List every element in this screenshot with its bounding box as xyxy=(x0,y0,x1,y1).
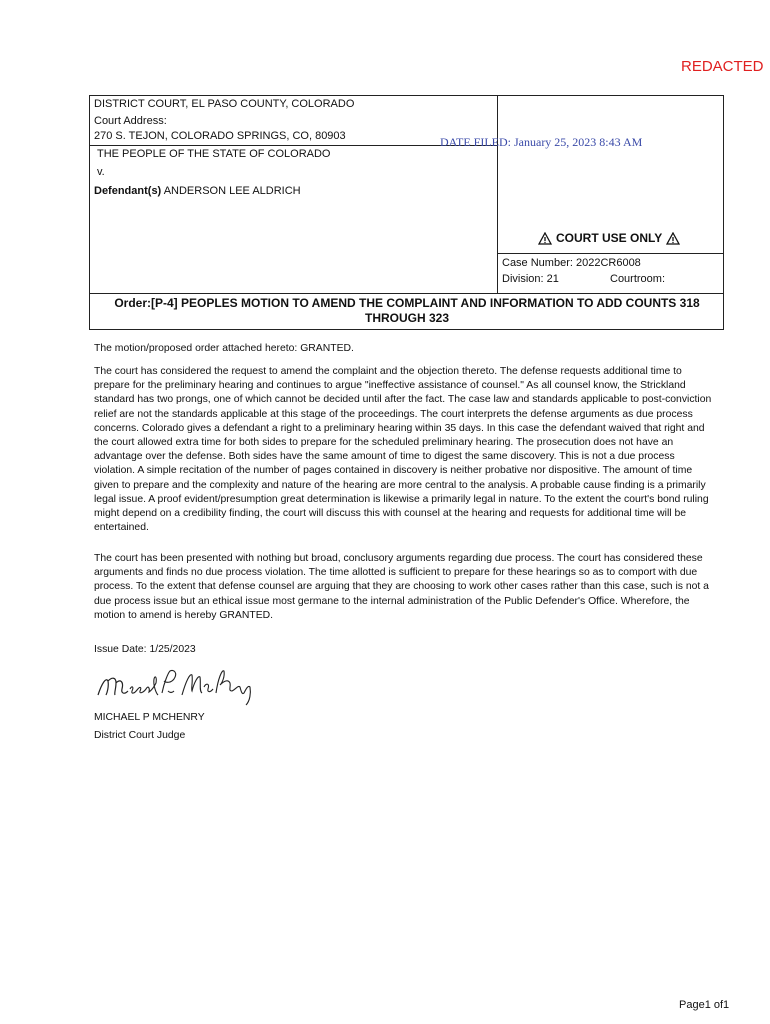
courtroom: Courtroom: xyxy=(610,273,666,285)
court-use-only xyxy=(538,231,680,245)
date-filed-stamp: DATE FILED: January 25, 2023 8:43 AM xyxy=(440,135,643,149)
defendant-name: ANDERSON LEE ALDRICH xyxy=(163,185,301,197)
conclusion-paragraph: The court has been presented with nothing but broad, conclusory arguments regarding due process. The court has considered these arguments and finds no due process violation. The time allotted is sufficient to prepare for these hearings so as to comport with due process. To the extent that defense counsel are arguing that they are choosing to work other cases rather than this case, such is not a due process issue but an ethical issue most germane to the internal administration of the Public Defender's Office. Wherefore, the motion to amend is hereby GRANTED. xyxy=(94,553,709,621)
court-address-label: Court Address: xyxy=(94,115,167,127)
order-title xyxy=(90,296,724,326)
caption-divider-bottom xyxy=(90,293,724,294)
warning-icon xyxy=(666,232,680,245)
redacted-label: REDACTED xyxy=(681,58,764,75)
court-name: DISTRICT COURT, EL PASO COUNTY, COLORADO xyxy=(94,98,355,110)
caption-divider-vertical xyxy=(497,96,498,294)
caption-divider-left xyxy=(90,145,498,146)
issue-date: Issue Date: 1/25/2023 xyxy=(94,644,196,655)
ruling-paragraph: The motion/proposed order attached hereto: GRANTED. xyxy=(94,343,354,354)
division: Division: 21 xyxy=(502,273,559,285)
page-number: Page1 of1 xyxy=(679,999,730,1011)
plaintiff-name: THE PEOPLE OF THE STATE OF COLORADO xyxy=(97,148,331,160)
versus-label: v. xyxy=(97,166,105,178)
warning-icon xyxy=(538,232,552,245)
judge-title: District Court Judge xyxy=(94,730,186,741)
judge-name: MICHAEL P MCHENRY xyxy=(94,712,205,723)
court-use-only-label: COURT USE ONLY xyxy=(556,231,663,245)
defendant-line xyxy=(94,184,301,198)
order-title-line-1: Order:[P-4] PEOPLES MOTION TO AMEND THE COMPLAINT AND INFORMATION TO ADD COUNTS 318 xyxy=(114,296,700,310)
order-title-line-2: THROUGH 323 xyxy=(364,311,450,325)
judge-signature xyxy=(94,663,264,708)
case-caption-box xyxy=(89,95,724,330)
caption-divider-right xyxy=(497,253,724,254)
analysis-paragraph: The court has considered the request to amend the complaint and the objection thereto. The defense requests additional time to prepare for the preliminary hearing and continues to argue "ineffective assistance of counsel." As all counsel know, the Strickland standard has two prongs, one of which cannot be decided until after the fact. The case law and standards applicable to post-conviction relief are not the standards applicable at this stage of the proceedings. The court interprets the defense arguments as due process concerns. Colorado gives a defendant a right to a preliminary hearing within 35 days. In this case the defendant waived that right and the court allowed extra time for both sides to prepare for the scheduled preliminary hearing. The prosecution does not have an advantage over the defense. Both sides have the same amount of time to digest the same discovery. This is not a due process violation. A simple recitation of the number of pages contained in discovery is neither probative nor dispositive. The amount of time given to prepare and the complexity and nature of the hearing are more central to the analysis. A probable cause finding is a primarily legal issue. A proof evident/presumption great determination is likewise a primarily legal in nature. To the extent the court's bond ruling might depend on a credibility finding, the court will discuss this with counsel at the hearing and requests for additional time will be entertained. xyxy=(94,366,712,534)
court-address: 270 S. TEJON, COLORADO SPRINGS, CO, 80903 xyxy=(94,130,346,142)
defendant-label: Defendant(s) xyxy=(94,185,162,197)
case-number: Case Number: 2022CR6008 xyxy=(502,257,641,269)
